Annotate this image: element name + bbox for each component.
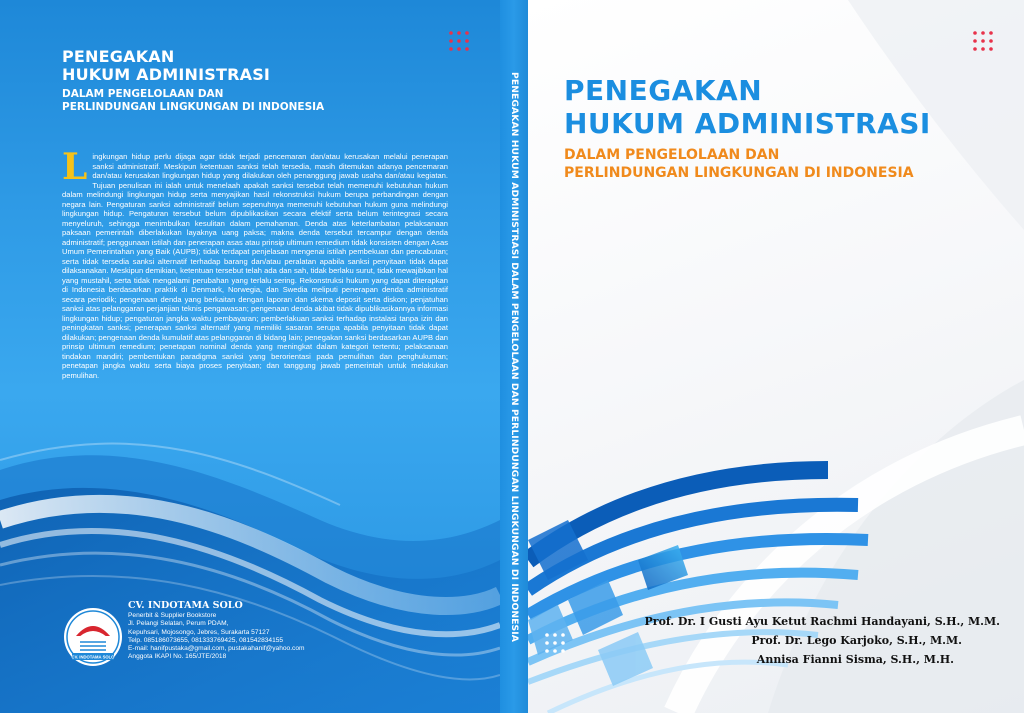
back-cover: [0, 0, 500, 713]
author-name: Prof. Dr. I Gusti Ayu Ketut Rachmi Handayani, S.H., M.M.: [644, 615, 1000, 628]
svg-text:CV. INDOTAMA SOLO: CV. INDOTAMA SOLO: [71, 654, 115, 660]
publisher-address: Jl. Pelangi Selatan, Perum PDAM,: [128, 620, 229, 628]
book-title: PENEGAKAN HUKUM ADMINISTRASI: [564, 74, 931, 140]
publisher-info: [128, 600, 368, 662]
publisher-tagline: Penerbit & Supplier Bookstore: [128, 612, 217, 619]
drop-cap: L: [62, 146, 88, 188]
author-list: [620, 612, 1000, 669]
publisher-logo: [62, 606, 124, 668]
publisher-name: CV. INDOTAMA SOLO: [128, 600, 243, 611]
author-name: Prof. Dr. Lego Karjoko, S.H., M.M.: [751, 634, 962, 647]
back-title: PENEGAKAN HUKUM ADMINISTRASI: [62, 47, 271, 84]
synopsis-text: Lingkungan hidup perlu dijaga agar tidak terjadi pencemaran dan/atau kerusakan melalui penerapan sanksi administratif. Meskipun ketentuan sanksi telah tersedia, masih ditemukan adanya pencemaran dan/atau kerusakan lingkungan hidup yang dilakukan oleh penanggung jawab usaha dan/atau kegiatan. Tujuan penulisan ini ialah untuk menelaah apakah sanksi tersebut telah memenuhi kebutuhan hukum dalam melindungi lingkungan hidup serta menyajikan hasil rekonstruksi hukum berupa perbandingan dengan negara lain. Pengaturan sanksi administratif belum sepenuhnya memenuhi kebutuhan hukum guna melindungi lingkungan hidup. Pengaturan tersebut belum dipublikasikan secara efektif serta belum terintegrasi secara menyeluruh, sehingga menimbulkan kesulitan dalam pemahaman. Denda atas keterlambatan pelaksanaan paksaan pemerintah diberlakukan layaknya uang paksa; makna denda tersebut tercampur dengan denda administratif; penggunaan istilah dan penerapan asas atau prinsip ultimum remedium tidak konsisten dengan Asas Umum Pemerintahan yang Baik (AUPB); tidak terdapat penjelasan mengenai istilah pembekuan dan pencabutan; serta tidak tersedia sanksi alternatif terhadap barang dan/atau peralatan apabila sanksi penyitaan tidak dapat dilaksanakan. Meskipun demikian, ketentuan tersebut telah ada dan sah, tidak berlaku surut, tidak mewajibkan hal yang mustahil, serta tidak mengalami perubahan yang terlalu sering. Rekonstruksi hukum yang dapat diterapkan di Indonesia berdasarkan praktik di Denmark, Norwegia, dan Swedia meliputi penerapan denda administratif secara periodik; pengenaan denda yang berkaitan dengan laporan dan skema deposit serta diskon; penjatuhan sanksi atas pelanggaran perjanjian teknis pengawasan; pengenaan denda akibat tidak dipublikasikannya informasi lingkungan hidup; pengaturan jangka waktu pembayaran; pemberlakuan sanksi terhadap instalasi tanpa izin dan peningkatan sanksi; penerapan sanksi alternatif yang memiliki sasaran serupa apabila penyitaan tidak dapat dilakukan; pengenaan denda kumulatif atas pelanggaran di bidang lain; penegakan sanksi berdasarkan AUPB dan prinsip ultimum remedium; penetapan nominal denda yang meningkat dalam kategori tertentu; pelaksanaan tindakan mandiri; pembentukan paradigma sanksi yang berorientasi pada pemulihan dan penghukuman; penetapan jangka waktu serta biaya proses penyitaan; dan tanggung jawab pemerintah untuk melakukan pemulihan.: [62, 146, 448, 380]
author-name: Annisa Fianni Sisma, S.H., M.H.: [756, 653, 954, 666]
front-cover: [528, 0, 1024, 713]
back-subtitle: DALAM PENGELOLAAN DAN PERLINDUNGAN LINGKUNGAN DI INDONESIA: [62, 88, 325, 113]
publisher-ikapi: Anggota IKAPI No. 165/JTE/2018: [128, 653, 227, 661]
book-subtitle: DALAM PENGELOLAAN DAN PERLINDUNGAN LINGKUNGAN DI INDONESIA: [564, 147, 914, 181]
book-spine: [500, 0, 528, 713]
spine-title: PENEGAKAN HUKUM ADMINISTRASI DALAM PENGELOLAAN DAN PERLINDUNGAN LINGKUNGAN DI INDONESIA: [509, 72, 520, 642]
publisher-address: Kepuhsari, Mojosongo, Jebres, Surakarta 57127: [128, 628, 270, 636]
dot-grid-icon: [972, 30, 994, 52]
publisher-phone: Telp. 085186073655, 081333769425, 081542834155: [128, 636, 284, 644]
dot-grid-icon: [544, 632, 566, 654]
publisher-email: E-mail: hanifpustaka@gmail.com, pustakahanif@yahoo.com: [128, 645, 305, 653]
